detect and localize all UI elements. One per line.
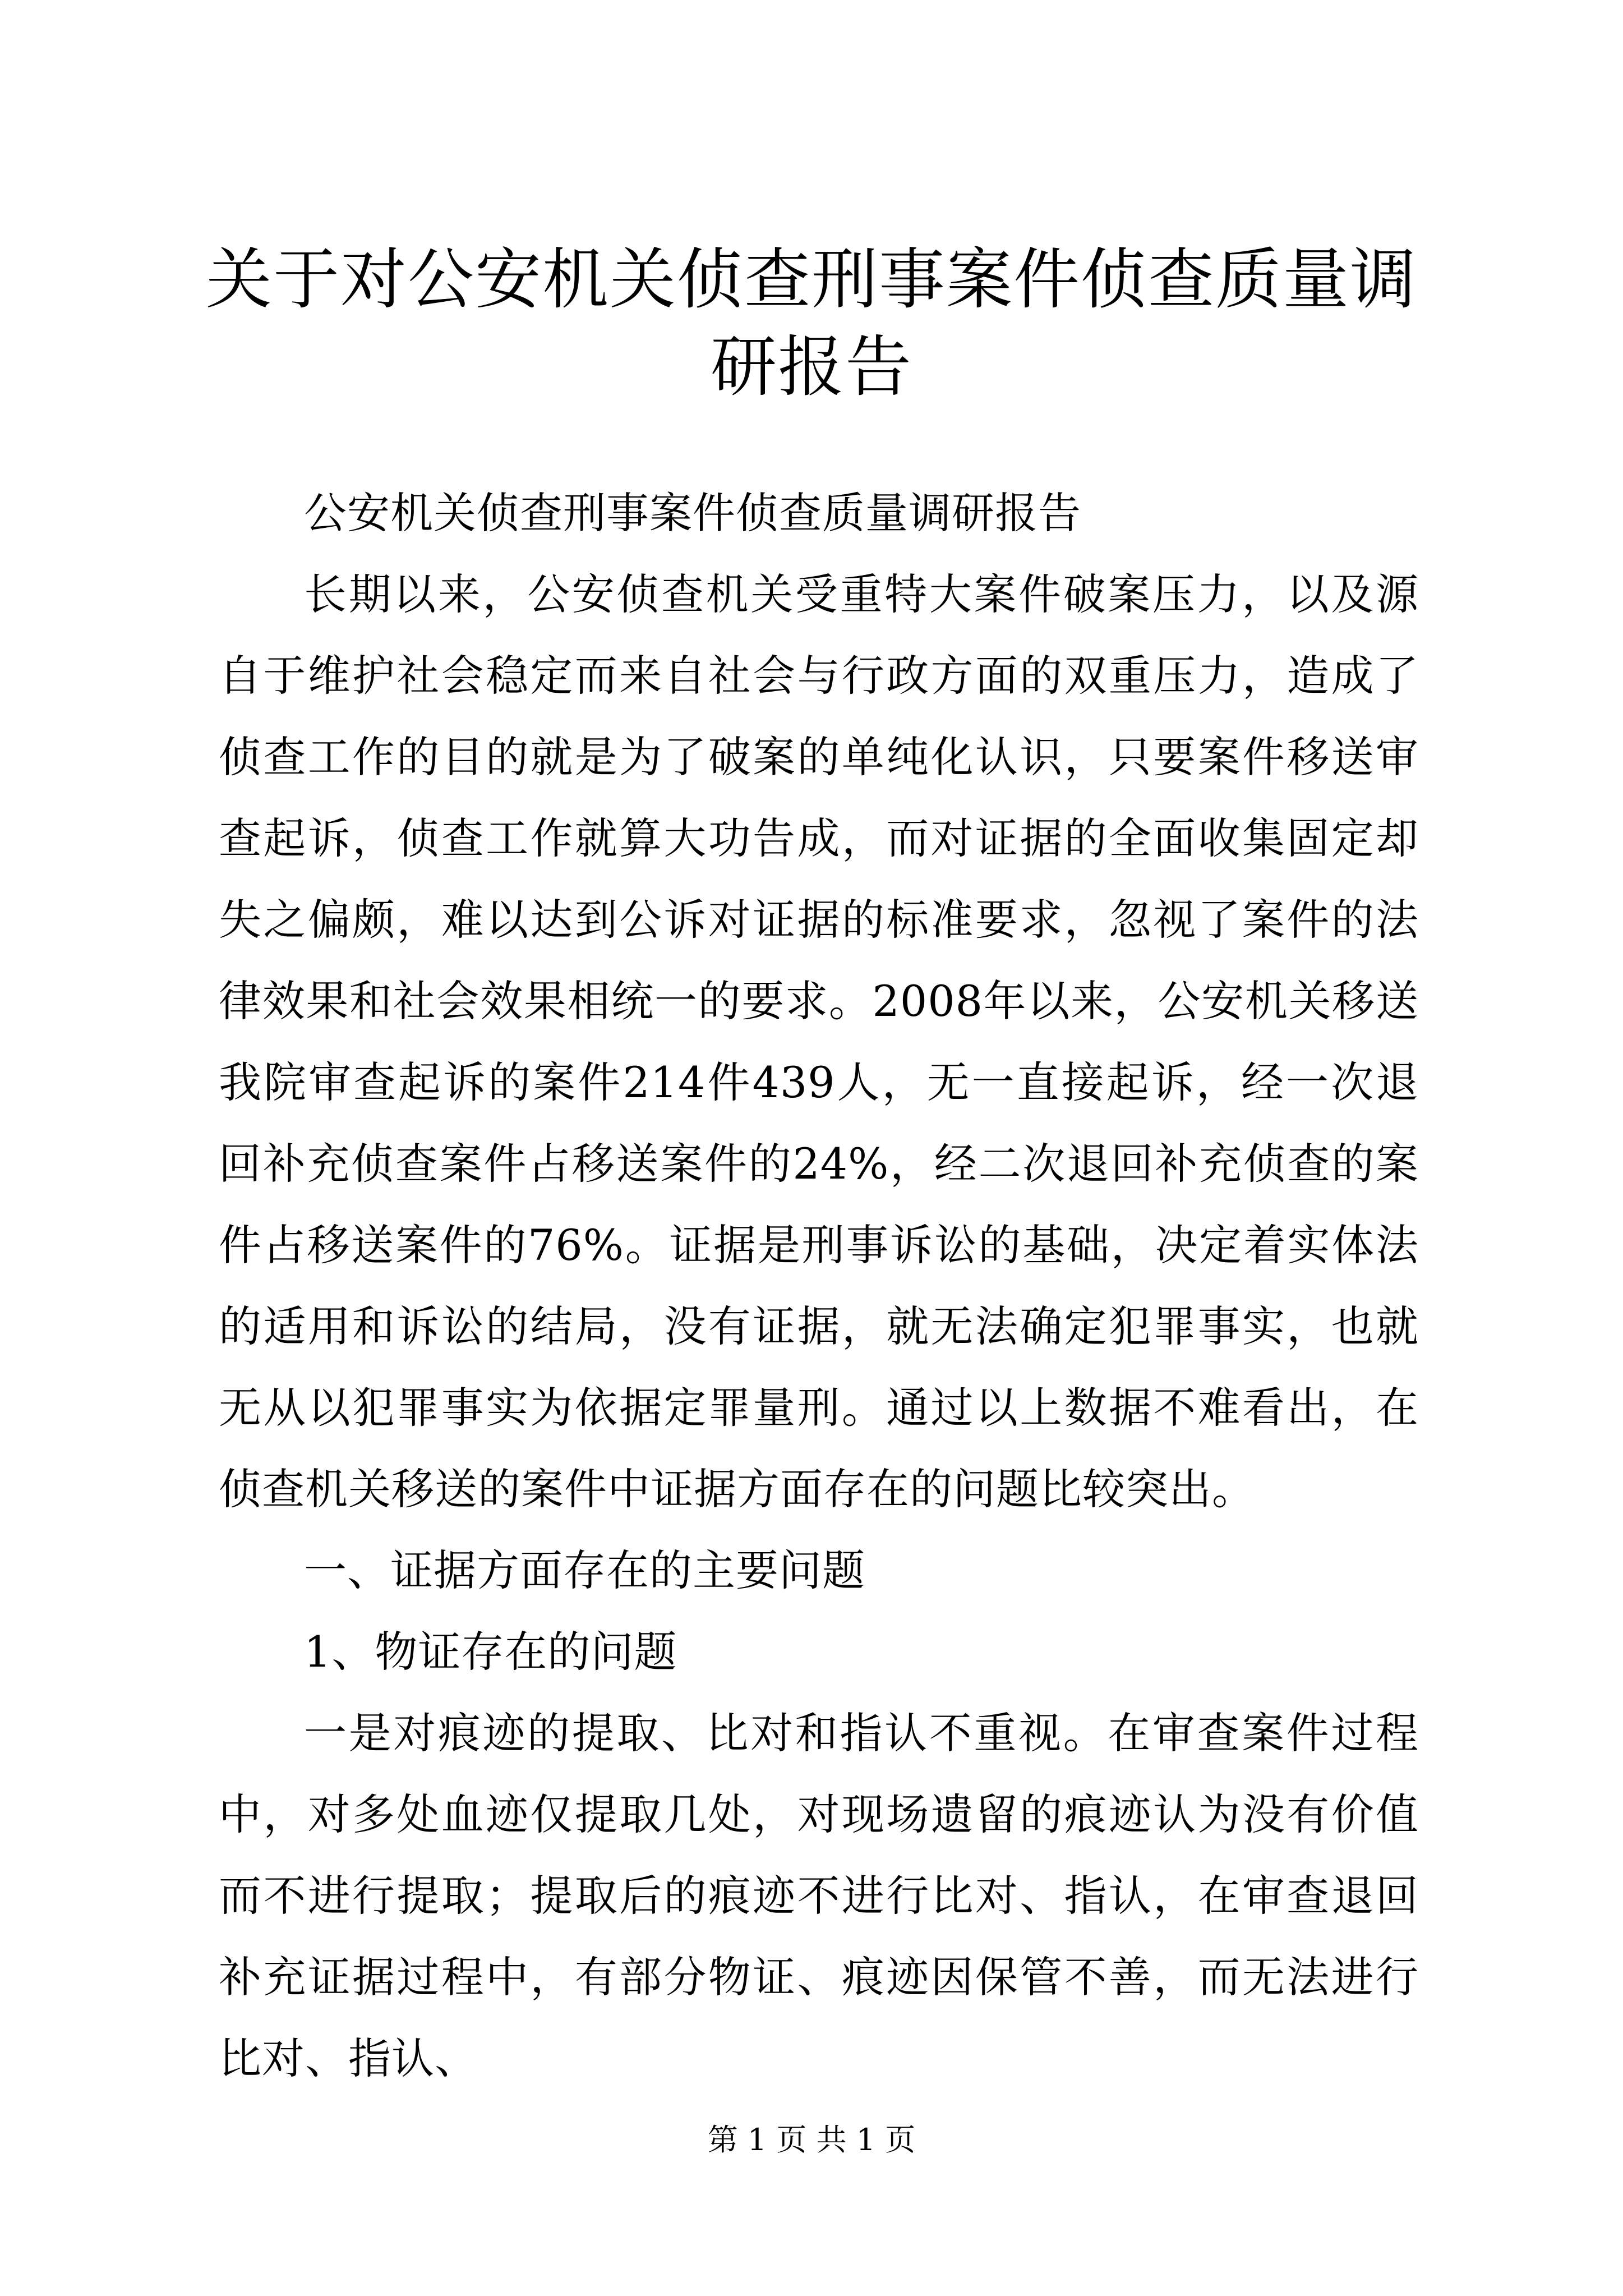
page-footer: 第 1 页 共 1 页 [707, 2122, 916, 2157]
subtitle-paragraph: 公安机关侦查刑事案件侦查质量调研报告 [304, 488, 1081, 538]
document-body [219, 472, 1419, 2099]
body-paragraph: 一是对痕迹的提取、比对和指认不重视。在审查案件过程中，对多处血迹仅提取几处，对现场遗留的痕迹认为没有价值而不进行提取；提取后的痕迹不进行比对、指认，在审查退回补充证据过程中，有部分物证、痕迹因保管不善，而无法进行比对、指认、 [219, 1708, 1419, 2083]
intro-paragraph: 长期以来，公安侦查机关受重特大案件破案压力，以及源自于维护社会稳定而来自社会与行政方面的双重压力，造成了侦查工作的目的就是为了破案的单纯化认识，只要案件移送审查起诉，侦查工作就算大功告成，而对证据的全面收集固定却失之偏颇，难以达到公诉对证据的标准要求，忽视了案件的法律效果和社会效果相统一的要求。2008年以来，公安机关移送我院审查起诉的案件214件439人，无一直接起诉，经一次退回补充侦查案件占移送案件的24%，经二次退回补充侦查的案件占移送案件的76%。证据是刑事诉讼的基础，决定着实体法的适用和诉讼的结局，没有证据，就无法确定犯罪事实，也就无从以犯罪事实为依据定罪量刑。通过以上数据不难看出，在侦查机关移送的案件中证据方面存在的问题比较突出。 [219, 569, 1419, 1514]
section-heading: 一、证据方面存在的主要问题 [304, 1545, 865, 1595]
subsection-heading: 1、物证存在的问题 [304, 1627, 677, 1677]
document-title: 关于对公安机关侦查刑事案件侦查质量调研报告 [205, 241, 1417, 406]
